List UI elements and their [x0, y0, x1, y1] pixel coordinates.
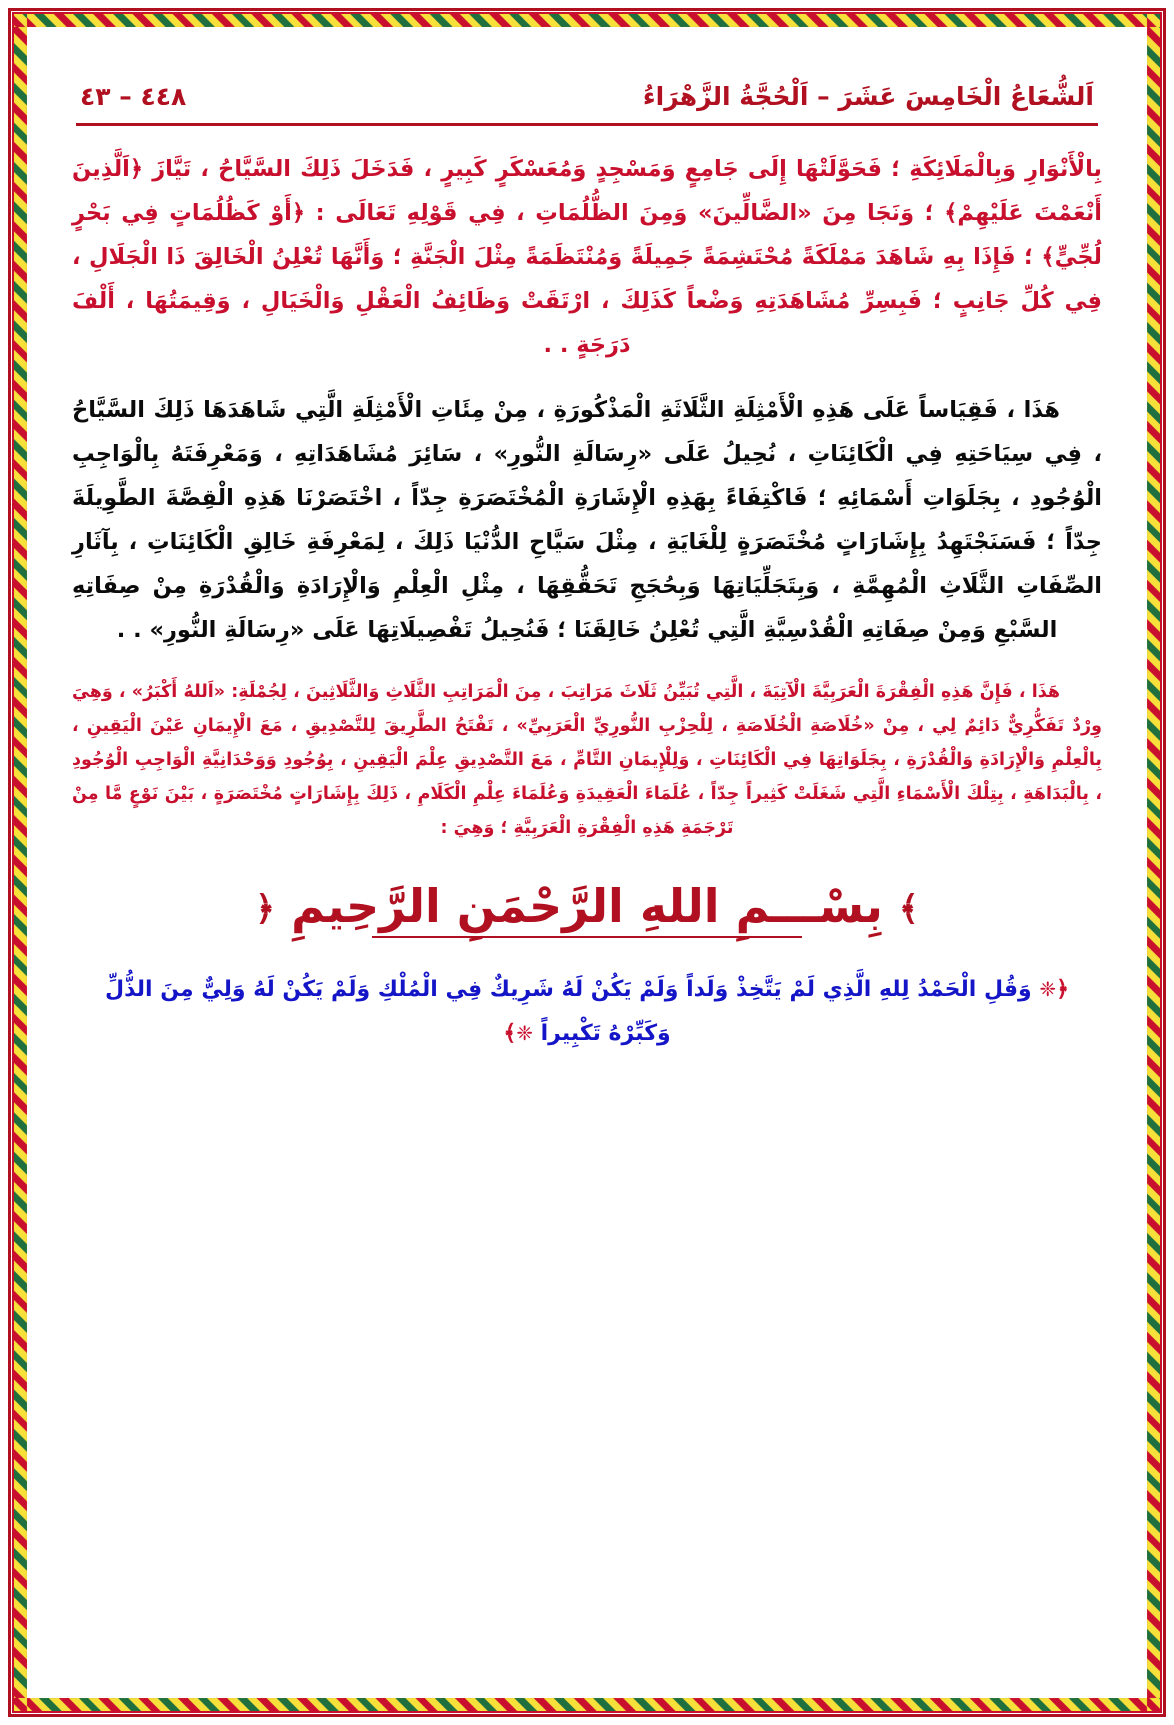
- paragraph-3: هَذَا ، فَإِنَّ هَذِهِ الْفِقْرَةَ الْعَرَبِيَّةَ الْآتِيَةَ ، الَّتِي تُبَيِّنُ ثَلَاثَ مَرَاتِبَ ، مِنَ الْمَرَاتِبِ الثَّلَاثِ وَالثَّلَاثِينَ ، لِجُمْلَةِ: «اَللهُ أَكْبَرُ» ، وَهِيَ وِرْدٌ تَفَكُّرِيٌّ دَائِمٌ لِي ، مِنْ «خُلَاصَةِ الْخُلَاصَةِ ، لِلْحِزْبِ النُّورِيِّ الْعَرَبِيِّ» ، تَفْتَحُ الطَّرِيقَ لِلتَّصْدِيقِ ، مَعَ الْإِيمَانِ عَيْنَ الْيَقِينِ ، بِالْعِلْمِ وَالْإِرَادَةِ وَالْقُدْرَةِ ، بِجَلَوَاتِهَا فِي الْكَائِنَاتِ ، وَلِلْإِيمَانِ التَّامِّ ، مَعَ التَّصْدِيقِ عِلْمَ الْيَقِينِ ، بِوُجُودِ وَوَحْدَانِيَّةِ الْوَاجِبِ الْوُجُودِ ، بِالْبَدَاهَةِ ، بِتِلْكَ الْأَسْمَاءِ الَّتِي شَغَلَتْ كَثِيراً جِدّاً ، عُلَمَاءَ الْعَقِيدَةِ وَعُلَمَاءَ عِلْمِ الْكَلَامِ ، ذَلِكَ بِإِشَارَاتٍ مُخْتَصَرَةٍ ، بَيْنَ نَوْعٍ مَّا مِنْ تَرْجَمَةِ هَذِهِ الْفِقْرَةِ الْعَرَبِيَّةِ ؛ وَهِيَ :: [72, 681, 1102, 839]
- basmala-block: [72, 879, 1102, 938]
- ayah-close-brace-icon: ﴾: [503, 1021, 517, 1047]
- page-title: اَلشُّعَاعُ الْخَامِسَ عَشَرَ – اَلْحُجَّةُ الزَّهْرَاءُ: [642, 82, 1094, 111]
- page-content: [62, 60, 1112, 1665]
- ayah-open-brace-icon: ﴿: [1056, 977, 1070, 1003]
- basmala-right-ornament-icon: ﴾: [898, 889, 919, 930]
- basmala-underline: [372, 936, 802, 938]
- basmala-left-ornament-icon: ﴿: [255, 889, 276, 930]
- ayah-flower-start-icon: ❈: [1039, 977, 1057, 1002]
- page-header: [72, 68, 1102, 115]
- basmala-text: بِسْـــمِ اللهِ الرَّحْمَنِ الرَّحِيمِ: [291, 879, 883, 934]
- final-ayah-text: وَقُلِ الْحَمْدُ لِلهِ الَّذِي لَمْ يَتَّخِذْ وَلَداً وَلَمْ يَكُنْ لَهُ شَرِيكٌ فِي الْمُلْكِ وَلَمْ يَكُنْ لَهُ وَلِيٌّ مِنَ الذُّلِّ وَكَبِّرْهُ تَكْبِيراً: [104, 977, 1032, 1047]
- ayah-flower-end-icon: ❈: [516, 1021, 533, 1046]
- page-number: ٤٤٨ – ٤٣: [80, 82, 187, 111]
- final-ayah-block: [72, 968, 1102, 1056]
- paragraph-1: بِالْأَنْوَارِ وَبِالْمَلَائِكَةِ ؛ فَحَوَّلَتْهَا إِلَى جَامِعٍ وَمَسْجِدٍ وَمُعَسْكَرٍ كَبِيرٍ ، فَدَخَلَ ذَلِكَ السَّيَّاحُ ، تَيَّازَ ﴿اَلَّذِينَ أَنْعَمْتَ عَلَيْهِمْ﴾ ؛ وَنَجَا مِنَ «الضَّالِّينَ» وَمِنَ الظُّلُمَاتِ ، فِي قَوْلِهِ تَعَالَى : ﴿أَوْ كَظُلُمَاتٍ فِي بَحْرٍ لُجِّيٍّ﴾ ؛ فَإِذَا بِهِ شَاهَدَ مَمْلَكَةً مُحْتَشِمَةً جَمِيلَةً وَمُنْتَظَمَةً مِثْلَ الْجَنَّةِ ؛ وَأَنَّهَا تُعْلِنُ الْخَالِقَ ذَا الْجَلَالِ ، فِي كُلِّ جَانِبٍ ؛ فَبِسِرِّ مُشَاهَدَتِهِ وَضْعاً كَذَلِكَ ، ارْتَقَتْ وَظَائِفُ الْعَقْلِ وَالْخَيَالِ ، وَقِيمَتُهَا ، أَلْفَ دَرَجَةٍ . .: [72, 156, 1102, 358]
- header-divider: [76, 123, 1098, 126]
- paragraph-2: هَذَا ، فَقِيَاساً عَلَى هَذِهِ الْأَمْثِلَةِ الثَّلَاثَةِ الْمَذْكُورَةِ ، مِنْ مِئَاتِ الْأَمْثِلَةِ الَّتِي شَاهَدَهَا ذَلِكَ السَّيَّاحُ ، فِي سِيَاحَتِهِ فِي الْكَائِنَاتِ ، نُحِيلُ عَلَى «رِسَالَةِ النُّورِ» ، سَائِرَ مُشَاهَدَاتِهِ ، وَمَعْرِفَتَهُ بِالْوَاجِبِ الْوُجُودِ ، بِجَلَوَاتِ أَسْمَائِهِ ؛ فَاكْتِفَاءً بِهَذِهِ الْإِشَارَةِ الْمُخْتَصَرَةِ جِدّاً ، اخْتَصَرْنَا هَذِهِ الْقِصَّةَ الطَّوِيلَةَ جِدّاً ؛ فَسَنَجْتَهِدُ بِإِشَارَاتٍ مُخْتَصَرَةٍ لِلْغَايَةِ ، مِثْلَ سَيَّاحِ الدُّنْيَا ذَلِكَ ، لِمَعْرِفَةِ خَالِقِ الْكَائِنَاتِ ، بِآثَارِ الصِّفَاتِ الثَّلَاثِ الْمُهِمَّةِ ، وَبِتَجَلِّيَاتِهَا وَبِحُجَجِ تَحَقُّقِهَا ، مِثْلِ الْعِلْمِ وَالْإِرَادَةِ وَالْقُدْرَةِ مِنْ صِفَاتِهِ السَّبْعِ وَمِنْ صِفَاتِهِ الْقُدْسِيَّةِ الَّتِي تُعْلِنُ خَالِقَنَا ؛ فَنُحِيلُ تَفْصِيلَاتِهَا عَلَى «رِسَالَةِ النُّورِ» . .: [72, 397, 1102, 643]
